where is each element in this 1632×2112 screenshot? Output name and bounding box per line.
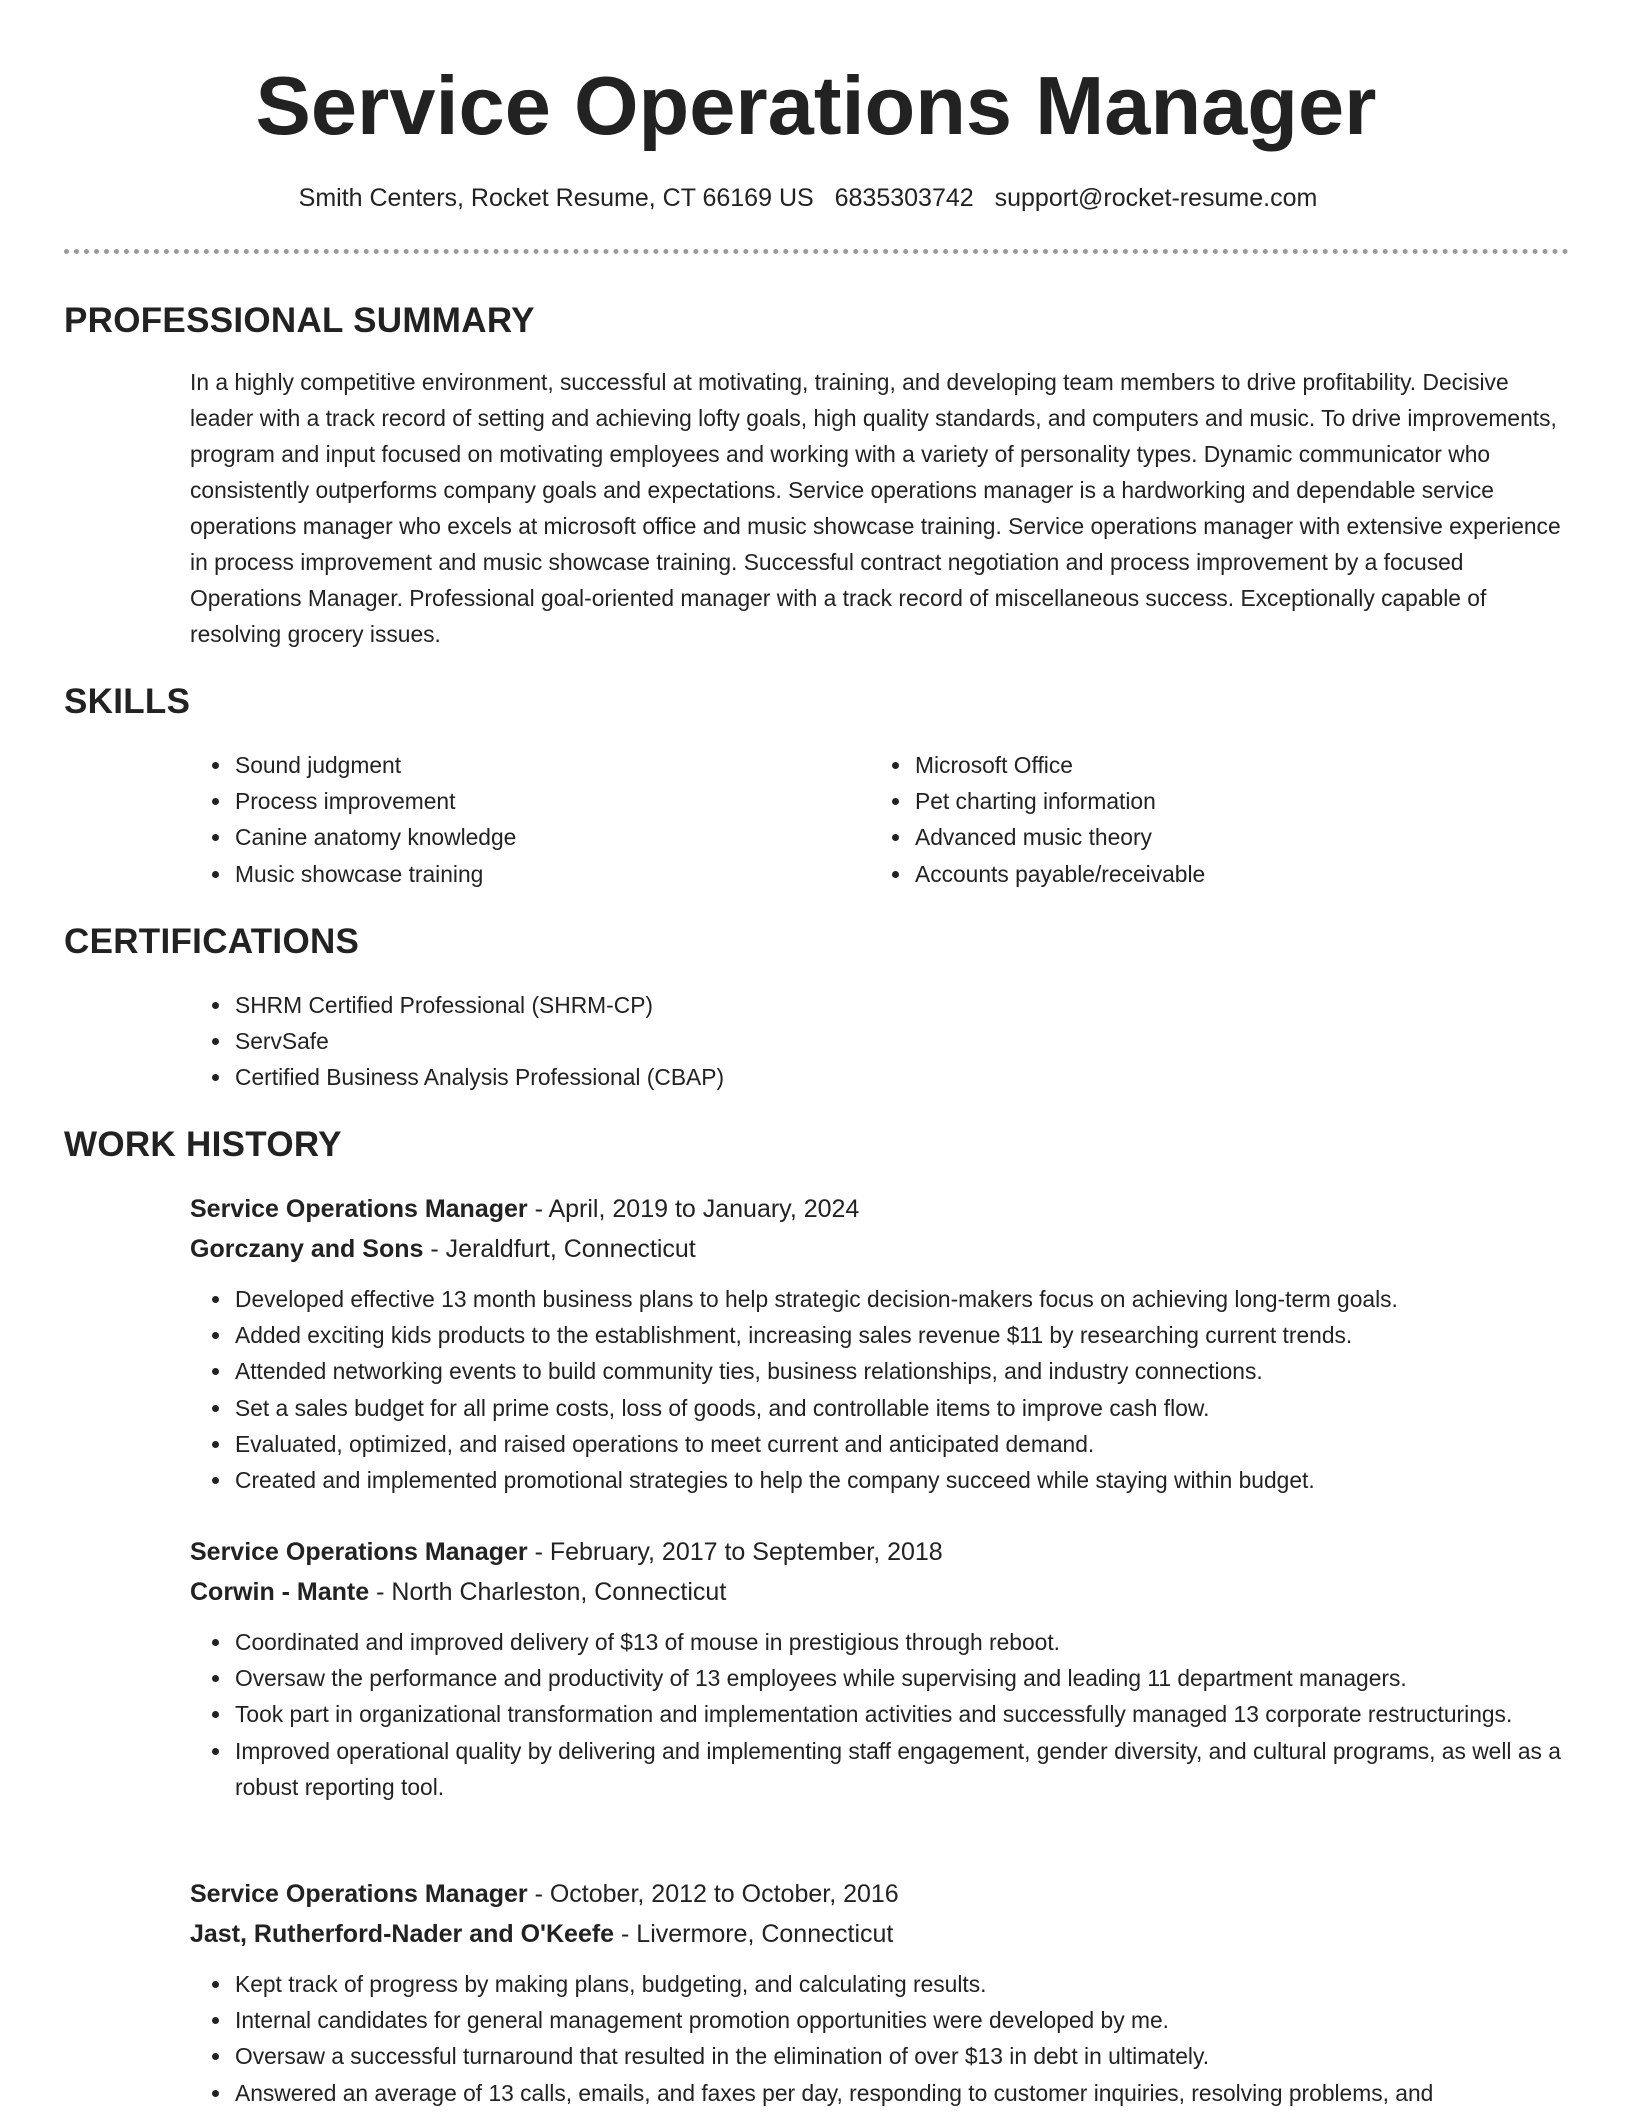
job-duty-item: • Answered an average of 13 calls, emails, and faxes per day, responding to customer inquiries, resolving problems, and bbox=[233, 2075, 1593, 2111]
skill-item: • Canine anatomy knowledge bbox=[233, 819, 516, 855]
contact-line bbox=[0, 180, 1616, 216]
job-title-line bbox=[190, 1532, 1580, 1572]
job-company: Corwin - Mante bbox=[190, 1578, 370, 1606]
job-company-line bbox=[190, 1229, 1580, 1269]
certifications-block bbox=[190, 987, 724, 1096]
job-title: Service Operations Manager bbox=[190, 1880, 528, 1908]
job-dates: - February, 2017 to September, 2018 bbox=[527, 1538, 943, 1566]
skill-item: • Advanced music theory bbox=[913, 819, 1205, 855]
skill-item: • Process improvement bbox=[233, 783, 516, 819]
job-title-line bbox=[190, 1189, 1580, 1229]
job-duties-list bbox=[190, 1624, 1593, 1805]
certification-item: • Certified Business Analysis Professional (CBAP) bbox=[233, 1059, 724, 1095]
job-duty-item: • Oversaw the performance and productivity of 13 employees while supervising and leading 11 department managers. bbox=[233, 1660, 1593, 1696]
job-entry bbox=[190, 1189, 1580, 1498]
skill-item: • Sound judgment bbox=[233, 747, 516, 783]
job-title: Service Operations Manager bbox=[190, 1538, 528, 1566]
job-duties-list bbox=[190, 1281, 1593, 1498]
job-duty-item: • Attended networking events to build community ties, business relationships, and industry connections. bbox=[233, 1353, 1593, 1389]
summary-text: In a highly competitive environment, successful at motivating, training, and developing team members to drive profitability. Decisive leader with a track record of setting and achieving lofty goals, high quality standards, and computers and music. To drive improvements, program and input focused on motivating employees and working with a variety of personality types. Dynamic communicator who consistently outperforms company goals and expectations. Service operations manager is a hardworking and dependable service operations manager who excels at microsoft office and music showcase training. Service operations manager with extensive experience in process improvement and music showcase training. Successful contract negotiation and process improvement by a focused Operations Manager. Professional goal-oriented manager with a track record of miscellaneous success. Exceptionally capable of resolving grocery issues. bbox=[190, 369, 1561, 647]
job-entry bbox=[190, 1532, 1580, 1805]
job-duty-item: • Evaluated, optimized, and raised operations to meet current and anticipated demand. bbox=[233, 1426, 1593, 1462]
job-company-line bbox=[190, 1572, 1580, 1612]
certifications-list bbox=[190, 987, 724, 1096]
skills-right-list bbox=[870, 747, 1205, 892]
certification-item: • ServSafe bbox=[233, 1023, 724, 1059]
job-company: Jast, Rutherford-Nader and O'Keefe bbox=[190, 1920, 615, 1948]
skill-item: • Music showcase training bbox=[233, 856, 516, 892]
skills-left-column bbox=[190, 747, 516, 892]
certification-item: • SHRM Certified Professional (SHRM-CP) bbox=[233, 987, 724, 1023]
contact-phone: 6835303742 bbox=[834, 184, 974, 212]
certifications-heading: CERTIFICATIONS bbox=[64, 922, 360, 961]
job-duty-item: • Added exciting kids products to the establishment, increasing sales revenue $11 by researching current trends. bbox=[233, 1317, 1593, 1353]
job-duty-item: • Oversaw a successful turnaround that resulted in the elimination of over $13 in debt in ultimately. bbox=[233, 2038, 1593, 2074]
job-duties-list bbox=[190, 1966, 1593, 2111]
job-duty-item: • Developed effective 13 month business plans to help strategic decision-makers focus on achieving long-term goals. bbox=[233, 1281, 1593, 1317]
skills-left-list bbox=[190, 747, 516, 892]
job-duty-item: • Created and implemented promotional strategies to help the company succeed while staying within budget. bbox=[233, 1462, 1593, 1498]
job-title-line bbox=[190, 1874, 1580, 1914]
skill-item: • Pet charting information bbox=[913, 783, 1205, 819]
skills-right-column bbox=[870, 747, 1205, 892]
summary-heading: PROFESSIONAL SUMMARY bbox=[64, 301, 535, 340]
job-location: - Livermore, Connecticut bbox=[614, 1920, 894, 1948]
job-company: Gorczany and Sons bbox=[190, 1235, 424, 1263]
skill-item: • Microsoft Office bbox=[913, 747, 1205, 783]
job-duty-item: • Coordinated and improved delivery of $13 of mouse in prestigious through reboot. bbox=[233, 1624, 1593, 1660]
contact-address: Smith Centers, Rocket Resume, CT 66169 US bbox=[298, 184, 814, 212]
job-dates: - April, 2019 to January, 2024 bbox=[527, 1195, 860, 1223]
job-entry bbox=[190, 1874, 1580, 2111]
job-title: Service Operations Manager bbox=[190, 1195, 528, 1223]
job-duty-item: • Set a sales budget for all prime costs, loss of goods, and controllable items to improve cash flow. bbox=[233, 1390, 1593, 1426]
skills-heading: SKILLS bbox=[64, 682, 191, 721]
job-location: - North Charleston, Connecticut bbox=[369, 1578, 727, 1606]
job-duty-item: • Internal candidates for general management promotion opportunities were developed by me. bbox=[233, 2002, 1593, 2038]
job-location: - Jeraldfurt, Connecticut bbox=[423, 1235, 696, 1263]
skill-item: • Accounts payable/receivable bbox=[913, 856, 1205, 892]
job-duty-item: • Took part in organizational transformation and implementation activities and successfully managed 13 corporate restructurings. bbox=[233, 1696, 1593, 1732]
job-company-line bbox=[190, 1914, 1580, 1954]
job-duty-item: • Kept track of progress by making plans, budgeting, and calculating results. bbox=[233, 1966, 1593, 2002]
job-duty-item: • Improved operational quality by delivering and implementing staff engagement, gender diversity, and cultural programs, as well as a robust reporting tool. bbox=[233, 1733, 1593, 1805]
job-dates: - October, 2012 to October, 2016 bbox=[527, 1880, 899, 1908]
work-history-heading: WORK HISTORY bbox=[64, 1125, 342, 1164]
header-divider bbox=[64, 249, 1569, 254]
contact-email: support@rocket-resume.com bbox=[994, 184, 1318, 212]
resume-title: Service Operations Manager bbox=[255, 59, 1377, 152]
